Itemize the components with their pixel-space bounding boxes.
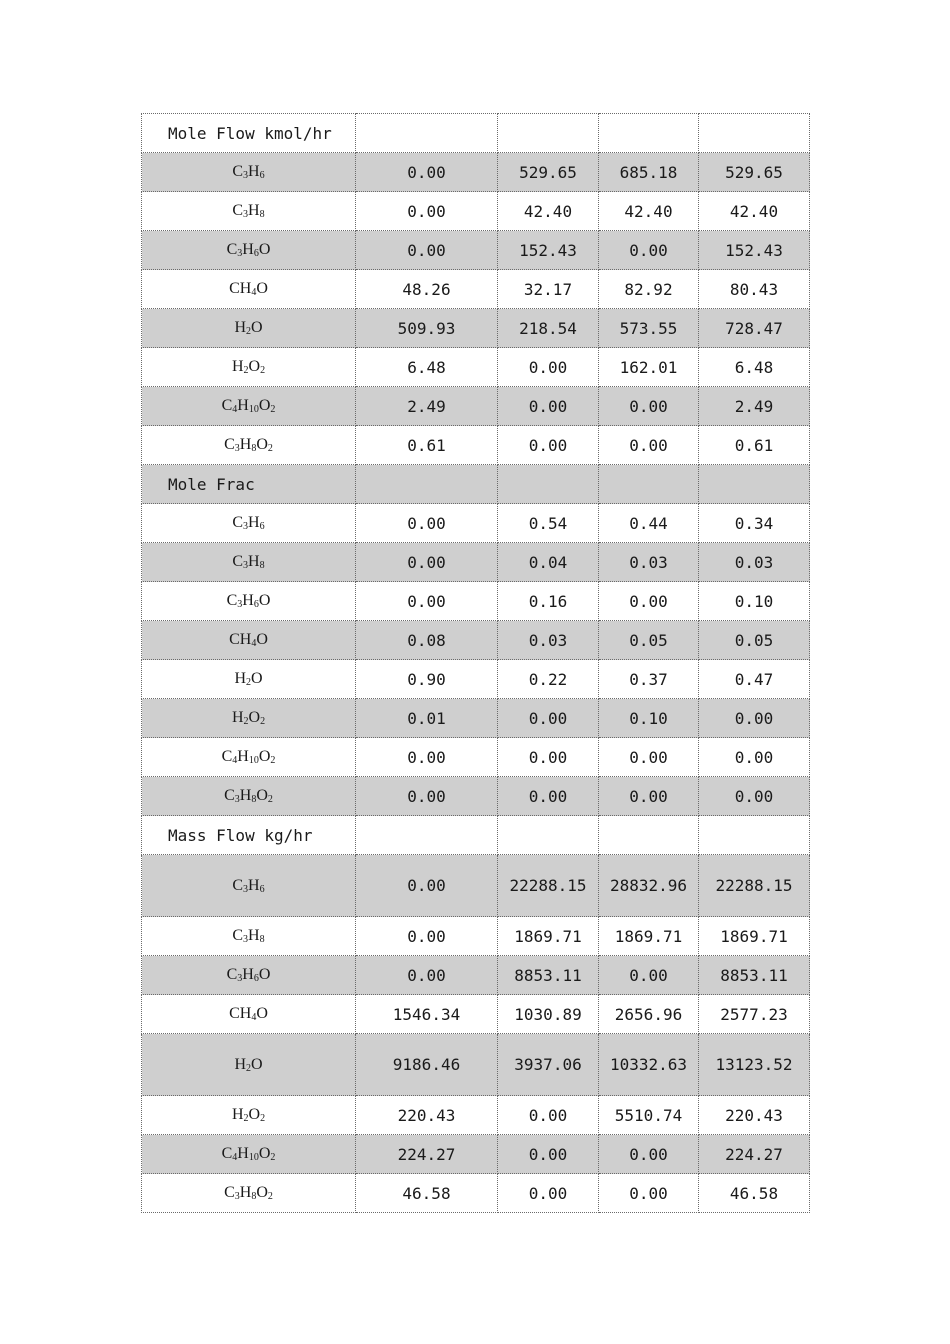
value-cell: 152.43 [699,231,810,270]
value-cell: 0.00 [699,699,810,738]
table-row [142,1034,810,1096]
value-cell: 0.00 [599,1174,699,1213]
value-cell: 0.00 [599,738,699,777]
table-row [142,621,810,660]
component-label: $C_3H_8O_2$ [142,426,356,465]
value-cell: 82.92 [599,270,699,309]
component-label: $CH_4O$ [142,621,356,660]
value-cell: 0.00 [498,1096,599,1135]
value-cell [699,465,810,504]
value-cell: 0.00 [498,738,599,777]
value-cell: 1869.71 [498,917,599,956]
table-row [142,995,810,1034]
value-cell: 728.47 [699,309,810,348]
component-label: $C_3H_8O_2$ [142,1174,356,1213]
table-row [142,309,810,348]
component-label: $C_3H_8$ [142,543,356,582]
value-cell: 220.43 [699,1096,810,1135]
section-label: Mole Flow kmol/hr [142,114,356,153]
component-label: $H_2O$ [142,309,356,348]
component-label: $C_3H_6$ [142,153,356,192]
table-body [142,114,810,1213]
table-row [142,738,810,777]
component-label: $C_4H_{10}O_2$ [142,1135,356,1174]
table-row [142,231,810,270]
table-row [142,153,810,192]
table-row [142,504,810,543]
component-label: $C_3H_6O$ [142,582,356,621]
value-cell: 0.10 [599,699,699,738]
component-label: $H_2O$ [142,660,356,699]
value-cell [498,816,599,855]
value-cell: 0.61 [699,426,810,465]
component-label: $C_3H_6O$ [142,231,356,270]
value-cell: 46.58 [699,1174,810,1213]
value-cell: 0.05 [699,621,810,660]
value-cell: 218.54 [498,309,599,348]
value-cell: 1869.71 [699,917,810,956]
value-cell: 0.47 [699,660,810,699]
component-label: $C_3H_8$ [142,917,356,956]
value-cell: 8853.11 [699,956,810,995]
value-cell: 220.43 [356,1096,498,1135]
value-cell: 2577.23 [699,995,810,1034]
component-label: $C_3H_8O_2$ [142,777,356,816]
value-cell: 0.00 [699,738,810,777]
value-cell [498,114,599,153]
value-cell: 0.54 [498,504,599,543]
component-label: $C_3H_6O$ [142,956,356,995]
value-cell: 0.00 [356,192,498,231]
value-cell: 10332.63 [599,1034,699,1096]
value-cell: 224.27 [356,1135,498,1174]
value-cell [356,114,498,153]
value-cell: 0.00 [498,348,599,387]
value-cell: 0.16 [498,582,599,621]
value-cell: 3937.06 [498,1034,599,1096]
section-header-row [142,114,810,153]
section-label: Mole Frac [142,465,356,504]
value-cell: 6.48 [699,348,810,387]
value-cell: 80.43 [699,270,810,309]
value-cell: 0.44 [599,504,699,543]
value-cell: 1030.89 [498,995,599,1034]
component-label: $H_2O_2$ [142,699,356,738]
value-cell: 2.49 [356,387,498,426]
table-row [142,777,810,816]
table-row [142,192,810,231]
component-label: $C_3H_6$ [142,504,356,543]
value-cell: 0.04 [498,543,599,582]
value-cell: 529.65 [699,153,810,192]
table-row [142,387,810,426]
value-cell: 2656.96 [599,995,699,1034]
component-label: $CH_4O$ [142,995,356,1034]
value-cell: 0.61 [356,426,498,465]
value-cell: 0.22 [498,660,599,699]
value-cell [356,465,498,504]
table-row [142,348,810,387]
table-row [142,1135,810,1174]
value-cell: 0.00 [498,777,599,816]
value-cell: 224.27 [699,1135,810,1174]
value-cell: 0.00 [356,917,498,956]
section-label: Mass Flow kg/hr [142,816,356,855]
value-cell: 28832.96 [599,855,699,917]
value-cell: 0.00 [498,1135,599,1174]
value-cell: 0.00 [356,231,498,270]
value-cell: 46.58 [356,1174,498,1213]
value-cell [599,114,699,153]
value-cell: 0.00 [356,956,498,995]
value-cell: 5510.74 [599,1096,699,1135]
value-cell: 48.26 [356,270,498,309]
value-cell: 0.90 [356,660,498,699]
value-cell: 0.00 [356,582,498,621]
stream-results-table [141,113,810,1213]
value-cell: 0.00 [356,153,498,192]
value-cell [356,816,498,855]
value-cell: 0.34 [699,504,810,543]
section-header-row [142,465,810,504]
value-cell: 42.40 [699,192,810,231]
value-cell: 152.43 [498,231,599,270]
table-row [142,1174,810,1213]
value-cell: 0.00 [356,543,498,582]
value-cell: 22288.15 [498,855,599,917]
value-cell [699,114,810,153]
component-label: $C_4H_{10}O_2$ [142,387,356,426]
component-label: $H_2O_2$ [142,348,356,387]
section-header-row [142,816,810,855]
table-row [142,855,810,917]
value-cell: 1546.34 [356,995,498,1034]
value-cell: 0.00 [599,387,699,426]
table-row [142,1096,810,1135]
value-cell: 529.65 [498,153,599,192]
table-row [142,956,810,995]
value-cell: 0.00 [356,504,498,543]
value-cell: 0.00 [356,855,498,917]
value-cell: 42.40 [599,192,699,231]
component-label: $C_3H_6$ [142,855,356,917]
value-cell: 22288.15 [699,855,810,917]
value-cell: 0.08 [356,621,498,660]
value-cell: 0.03 [498,621,599,660]
component-label: $CH_4O$ [142,270,356,309]
value-cell: 509.93 [356,309,498,348]
value-cell: 0.01 [356,699,498,738]
component-label: $C_4H_{10}O_2$ [142,738,356,777]
table-row [142,660,810,699]
value-cell [599,816,699,855]
value-cell: 573.55 [599,309,699,348]
value-cell: 13123.52 [699,1034,810,1096]
value-cell: 0.00 [356,738,498,777]
value-cell: 9186.46 [356,1034,498,1096]
component-label: $H_2O$ [142,1034,356,1096]
value-cell: 42.40 [498,192,599,231]
value-cell: 0.03 [599,543,699,582]
table-row [142,699,810,738]
value-cell: 0.05 [599,621,699,660]
value-cell: 0.37 [599,660,699,699]
component-label: $H_2O_2$ [142,1096,356,1135]
value-cell: 0.10 [699,582,810,621]
value-cell: 8853.11 [498,956,599,995]
value-cell: 0.00 [599,956,699,995]
value-cell: 1869.71 [599,917,699,956]
value-cell [699,816,810,855]
value-cell [599,465,699,504]
value-cell: 685.18 [599,153,699,192]
value-cell: 32.17 [498,270,599,309]
value-cell: 0.00 [599,231,699,270]
value-cell: 0.00 [699,777,810,816]
table-row [142,270,810,309]
value-cell: 6.48 [356,348,498,387]
value-cell: 0.00 [356,777,498,816]
table-row [142,543,810,582]
table-row [142,582,810,621]
component-label: $C_3H_8$ [142,192,356,231]
value-cell: 162.01 [599,348,699,387]
value-cell: 0.03 [699,543,810,582]
value-cell: 0.00 [498,1174,599,1213]
value-cell: 0.00 [498,387,599,426]
value-cell: 2.49 [699,387,810,426]
table-row [142,426,810,465]
value-cell: 0.00 [498,426,599,465]
table-row [142,917,810,956]
value-cell: 0.00 [599,777,699,816]
value-cell [498,465,599,504]
value-cell: 0.00 [498,699,599,738]
value-cell: 0.00 [599,1135,699,1174]
value-cell: 0.00 [599,426,699,465]
value-cell: 0.00 [599,582,699,621]
